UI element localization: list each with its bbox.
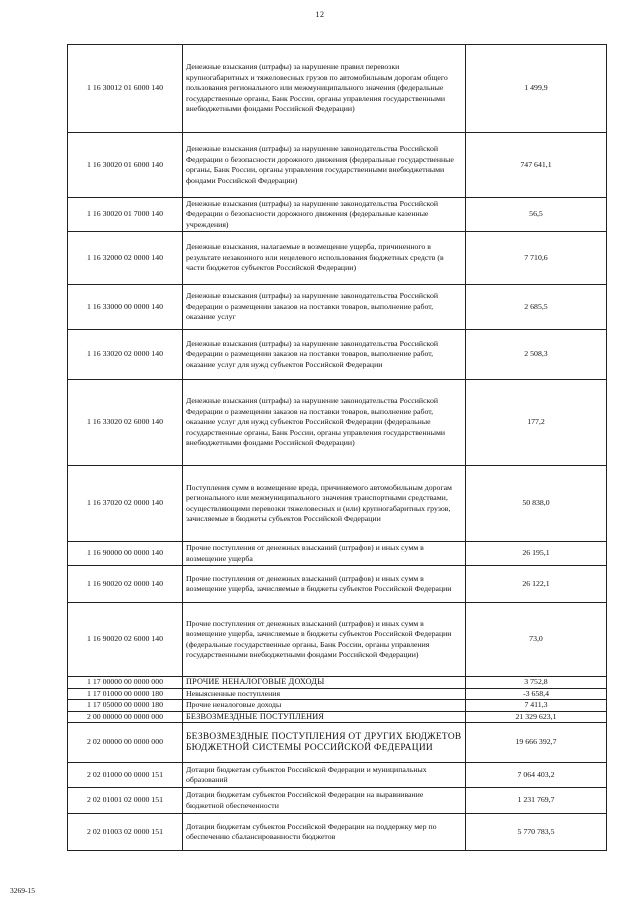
row-amount: 1 231 769,7 xyxy=(466,788,607,814)
row-code: 1 16 30012 01 6000 140 xyxy=(68,45,183,133)
table-row xyxy=(68,198,607,232)
table-row xyxy=(68,723,607,763)
revenue-table xyxy=(67,44,607,851)
row-code: 1 16 33020 02 0000 140 xyxy=(68,330,183,380)
row-code: 1 16 90020 02 6000 140 xyxy=(68,603,183,677)
table-row xyxy=(68,380,607,466)
row-amount: 2 508,3 xyxy=(466,330,607,380)
row-code: 1 17 01000 00 0000 180 xyxy=(68,688,183,700)
table-row xyxy=(68,688,607,700)
row-name: Прочие поступления от денежных взысканий (штрафов) и иных сумм в возмещение ущерба, зачисляемые в бюджеты субъектов Российской Федерации (федеральные государственные органы, Банк России, органы управления государственными внебюджетными фондами Российской Федерации) xyxy=(183,603,466,677)
row-amount: 19 666 392,7 xyxy=(466,723,607,763)
row-code: 1 17 05000 00 0000 180 xyxy=(68,700,183,712)
row-amount: 21 329 623,1 xyxy=(466,711,607,723)
row-amount: 73,0 xyxy=(466,603,607,677)
table-row xyxy=(68,700,607,712)
row-code: 2 02 01000 00 0000 151 xyxy=(68,763,183,788)
row-name: БЕЗВОЗМЕЗДНЫЕ ПОСТУПЛЕНИЯ ОТ ДРУГИХ БЮДЖЕТОВ БЮДЖЕТНОЙ СИСТЕМЫ РОССИЙСКОЙ ФЕДЕРАЦИИ xyxy=(183,723,466,763)
row-amount: 50 838,0 xyxy=(466,466,607,542)
row-name: Денежные взыскания (штрафы) за нарушение законодательства Российской Федерации о размещении заказов на поставки товаров, выполнение работ, оказание услуг xyxy=(183,285,466,330)
row-amount: 7 710,6 xyxy=(466,232,607,285)
row-code: 1 16 90020 02 0000 140 xyxy=(68,566,183,603)
row-name: Дотации бюджетам субъектов Российской Федерации на выравнивание бюджетной обеспеченности xyxy=(183,788,466,814)
row-name: Денежные взыскания (штрафы) за нарушение законодательства Российской Федерации о размещении заказов на поставки товаров, выполнение работ, оказание услуг для нужд субъектов Российской Федерации xyxy=(183,330,466,380)
row-name: Невыясненные поступления xyxy=(183,688,466,700)
row-code: 2 02 01001 02 0000 151 xyxy=(68,788,183,814)
row-amount: 7 411,3 xyxy=(466,700,607,712)
page-number: 12 xyxy=(315,10,325,19)
table-row xyxy=(68,466,607,542)
table-row xyxy=(68,711,607,723)
row-name: БЕЗВОЗМЕЗДНЫЕ ПОСТУПЛЕНИЯ xyxy=(183,711,466,723)
table-row xyxy=(68,566,607,603)
row-amount: 26 122,1 xyxy=(466,566,607,603)
row-code: 1 16 30020 01 7000 140 xyxy=(68,198,183,232)
row-code: 1 16 33000 00 0000 140 xyxy=(68,285,183,330)
row-amount: 2 685,5 xyxy=(466,285,607,330)
row-amount: 1 499,9 xyxy=(466,45,607,133)
row-amount: 747 641,1 xyxy=(466,133,607,198)
row-amount: 5 770 783,5 xyxy=(466,814,607,851)
table-row xyxy=(68,232,607,285)
table-row xyxy=(68,677,607,689)
row-name: Денежные взыскания (штрафы) за нарушение правил перевозки крупногабаритных и тяжеловесных грузов по автомобильным дорогам общего пользования регионального или межмуниципального значения (федеральные государственные органы, Банк России, органы управления государственными внебюджетными фондами Российской Федерации) xyxy=(183,45,466,133)
table-row xyxy=(68,603,607,677)
row-code: 1 17 00000 00 0000 000 xyxy=(68,677,183,689)
row-amount: 3 752,8 xyxy=(466,677,607,689)
row-name: Денежные взыскания (штрафы) за нарушение законодательства Российской Федерации о безопасности дорожного движения (федеральные казенные учреждения) xyxy=(183,198,466,232)
table-row xyxy=(68,763,607,788)
row-amount: 26 195,1 xyxy=(466,542,607,566)
row-code: 1 16 90000 00 0000 140 xyxy=(68,542,183,566)
row-code: 1 16 37020 02 0000 140 xyxy=(68,466,183,542)
row-amount: -3 658,4 xyxy=(466,688,607,700)
row-name: ПРОЧИЕ НЕНАЛОГОВЫЕ ДОХОДЫ xyxy=(183,677,466,689)
row-name: Дотации бюджетам субъектов Российской Федерации на поддержку мер по обеспечению сбалансированности бюджетов xyxy=(183,814,466,851)
document-code: 3269-15 xyxy=(10,886,35,895)
table-row xyxy=(68,45,607,133)
table-row xyxy=(68,814,607,851)
row-amount: 56,5 xyxy=(466,198,607,232)
row-name: Денежные взыскания (штрафы) за нарушение законодательства Российской Федерации о размещении заказов на поставки товаров, выполнение работ, оказание услуг для нужд субъектов Российской Федерации (федеральные государственные органы, Банк России, органы управления государственными внебюджетными фондами Российской Федерации) xyxy=(183,380,466,466)
row-code: 2 00 00000 00 0000 000 xyxy=(68,711,183,723)
row-amount: 7 064 403,2 xyxy=(466,763,607,788)
row-name: Денежные взыскания (штрафы) за нарушение законодательства Российской Федерации о безопасности дорожного движения (федеральные государственные органы, Банк России, органы управления государственными внебюджетными фондами Российской Федерации) xyxy=(183,133,466,198)
row-name: Денежные взыскания, налагаемые в возмещение ущерба, причиненного в результате незаконного или нецелевого использования бюджетных средств (в части бюджетов субъектов Российской Федерации) xyxy=(183,232,466,285)
row-amount: 177,2 xyxy=(466,380,607,466)
row-name: Прочие поступления от денежных взысканий (штрафов) и иных сумм в возмещение ущерба xyxy=(183,542,466,566)
row-code: 1 16 32000 02 0000 140 xyxy=(68,232,183,285)
row-name: Прочие поступления от денежных взысканий (штрафов) и иных сумм в возмещение ущерба, зачисляемые в бюджеты субъектов Российской Федерации xyxy=(183,566,466,603)
row-code: 1 16 30020 01 6000 140 xyxy=(68,133,183,198)
row-name: Поступления сумм в возмещение вреда, причиняемого автомобильным дорогам регионального или межмуниципального значения транспортными средствами, осуществляющими перевозки тяжеловесных и (или) крупногабаритных грузов, зачисляемые в бюджеты субъектов Российской Федерации xyxy=(183,466,466,542)
table-row xyxy=(68,542,607,566)
table-row xyxy=(68,285,607,330)
row-code: 2 02 00000 00 0000 000 xyxy=(68,723,183,763)
row-name: Прочие неналоговые доходы xyxy=(183,700,466,712)
table-row xyxy=(68,330,607,380)
row-name: Дотации бюджетам субъектов Российской Федерации и муниципальных образований xyxy=(183,763,466,788)
row-code: 1 16 33020 02 6000 140 xyxy=(68,380,183,466)
row-code: 2 02 01003 02 0000 151 xyxy=(68,814,183,851)
table-row xyxy=(68,133,607,198)
table-row xyxy=(68,788,607,814)
